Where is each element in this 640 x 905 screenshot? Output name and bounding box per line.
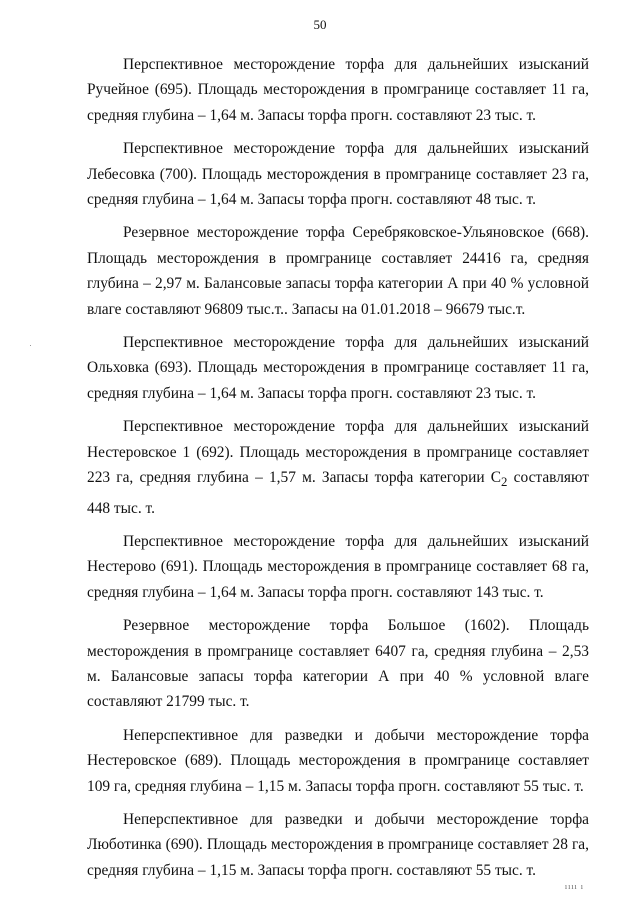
paragraph-text: Ольховка (693). Площадь месторождения в промгранице составляет 11 га, средняя глубина – 1,64 м. Запасы торфа прогн. составляют 23 тыс. т. [87,359,589,402]
paragraph-first-line: Перспективное месторождение торфа для дальнейших изысканий [123,334,589,352]
paragraph-first-line: Неперспективное для разведки и добычи месторождение торфа [123,811,589,829]
paragraph-ruchejnoe [87,52,589,128]
paragraph-text: Лебесовка (700). Площадь месторождения в промгранице составляет 23 га, средняя глубина – 1,64 м. Запасы торфа прогн. составляют 48 тыс. т. [87,165,589,209]
scan-speck [30,345,31,346]
paragraph-text-part: составляют 448 тыс. т. [87,469,589,517]
category-subscript: 2 [501,475,508,490]
paragraph-text [87,444,589,517]
paragraph-text: Ручейное (695). Площадь месторождения в промгранице составляет 11 га, средняя глубина – 1,64 м. Запасы торфа прогн. составляют 23 тыс. т. [87,81,589,124]
paragraph-bolshoe [87,613,589,715]
document-body [87,52,589,891]
paragraph-nesterovskoe [87,723,589,799]
paragraph-first-line: Перспективное месторождение торфа для дальнейших изысканий [123,418,589,436]
paragraph-first-line: Неперспективное для разведки и добычи месторождение торфа [123,726,589,744]
paragraph-first-line: Перспективное месторождение торфа для дальнейших изысканий [123,140,589,158]
page-number: 50 [313,17,327,32]
paragraph-first-line: Резервное месторождение торфа Серебряковское-Ульяновское (668). [123,224,589,242]
paragraph-text: Нестеровское (689). Площадь месторождения в промгранице составляет 109 га, средняя глубина – 1,15 м. Запасы торфа прогн. составляют 55 тыс. т. [87,752,589,795]
paragraph-lyubotinka [87,807,589,883]
paragraph-first-line: Резервное месторождение торфа Большое (1602). Площадь [123,617,589,635]
paragraph-lebesovka [87,136,589,212]
paragraph-nesterovo [87,529,589,605]
paragraph-olkhovka [87,330,589,406]
paragraph-serebryakovskoe [87,220,589,322]
paragraph-first-line: Перспективное месторождение торфа для дальнейших изысканий [123,56,589,73]
paragraph-text: Люботинка (690). Площадь месторождения в промгранице составляет 28 га, средняя глубина – 1,15 м. Запасы торфа прогн. составляют 55 тыс. т. [87,836,589,879]
paragraph-nesterovskoe-1 [87,414,589,521]
paragraph-text-part: Нестеровское 1 (692). Площадь месторождения в промгранице составляет 223 га, средняя глубина – 1,57 м. Запасы торфа категории С [87,443,589,487]
paragraph-text: Нестерово (691). Площадь месторождения в промгранице составляет 68 га, средняя глубина – 1,64 м. Запасы торфа прогн. составляют 143 тыс. т. [87,558,589,601]
paragraph-text: месторождения в промгранице составляет 6407 га, средняя глубина – 2,53 м. Балансовые запасы торфа категории А при 40 % условной влаге составляют 21799 тыс. т. [87,642,589,711]
scan-mark: ıııı ı [564,882,584,891]
paragraph-first-line: Перспективное месторождение торфа для дальнейших изысканий [123,532,589,550]
paragraph-text: Площадь месторождения в промгранице составляет 24416 га, средняя глубина – 2,97 м. Балансовые запасы торфа категории А при 40 % условной влаге составляют 96809 тыс.т.. Запасы на 01.01.2018 – 96679 тыс.т. [87,249,589,318]
